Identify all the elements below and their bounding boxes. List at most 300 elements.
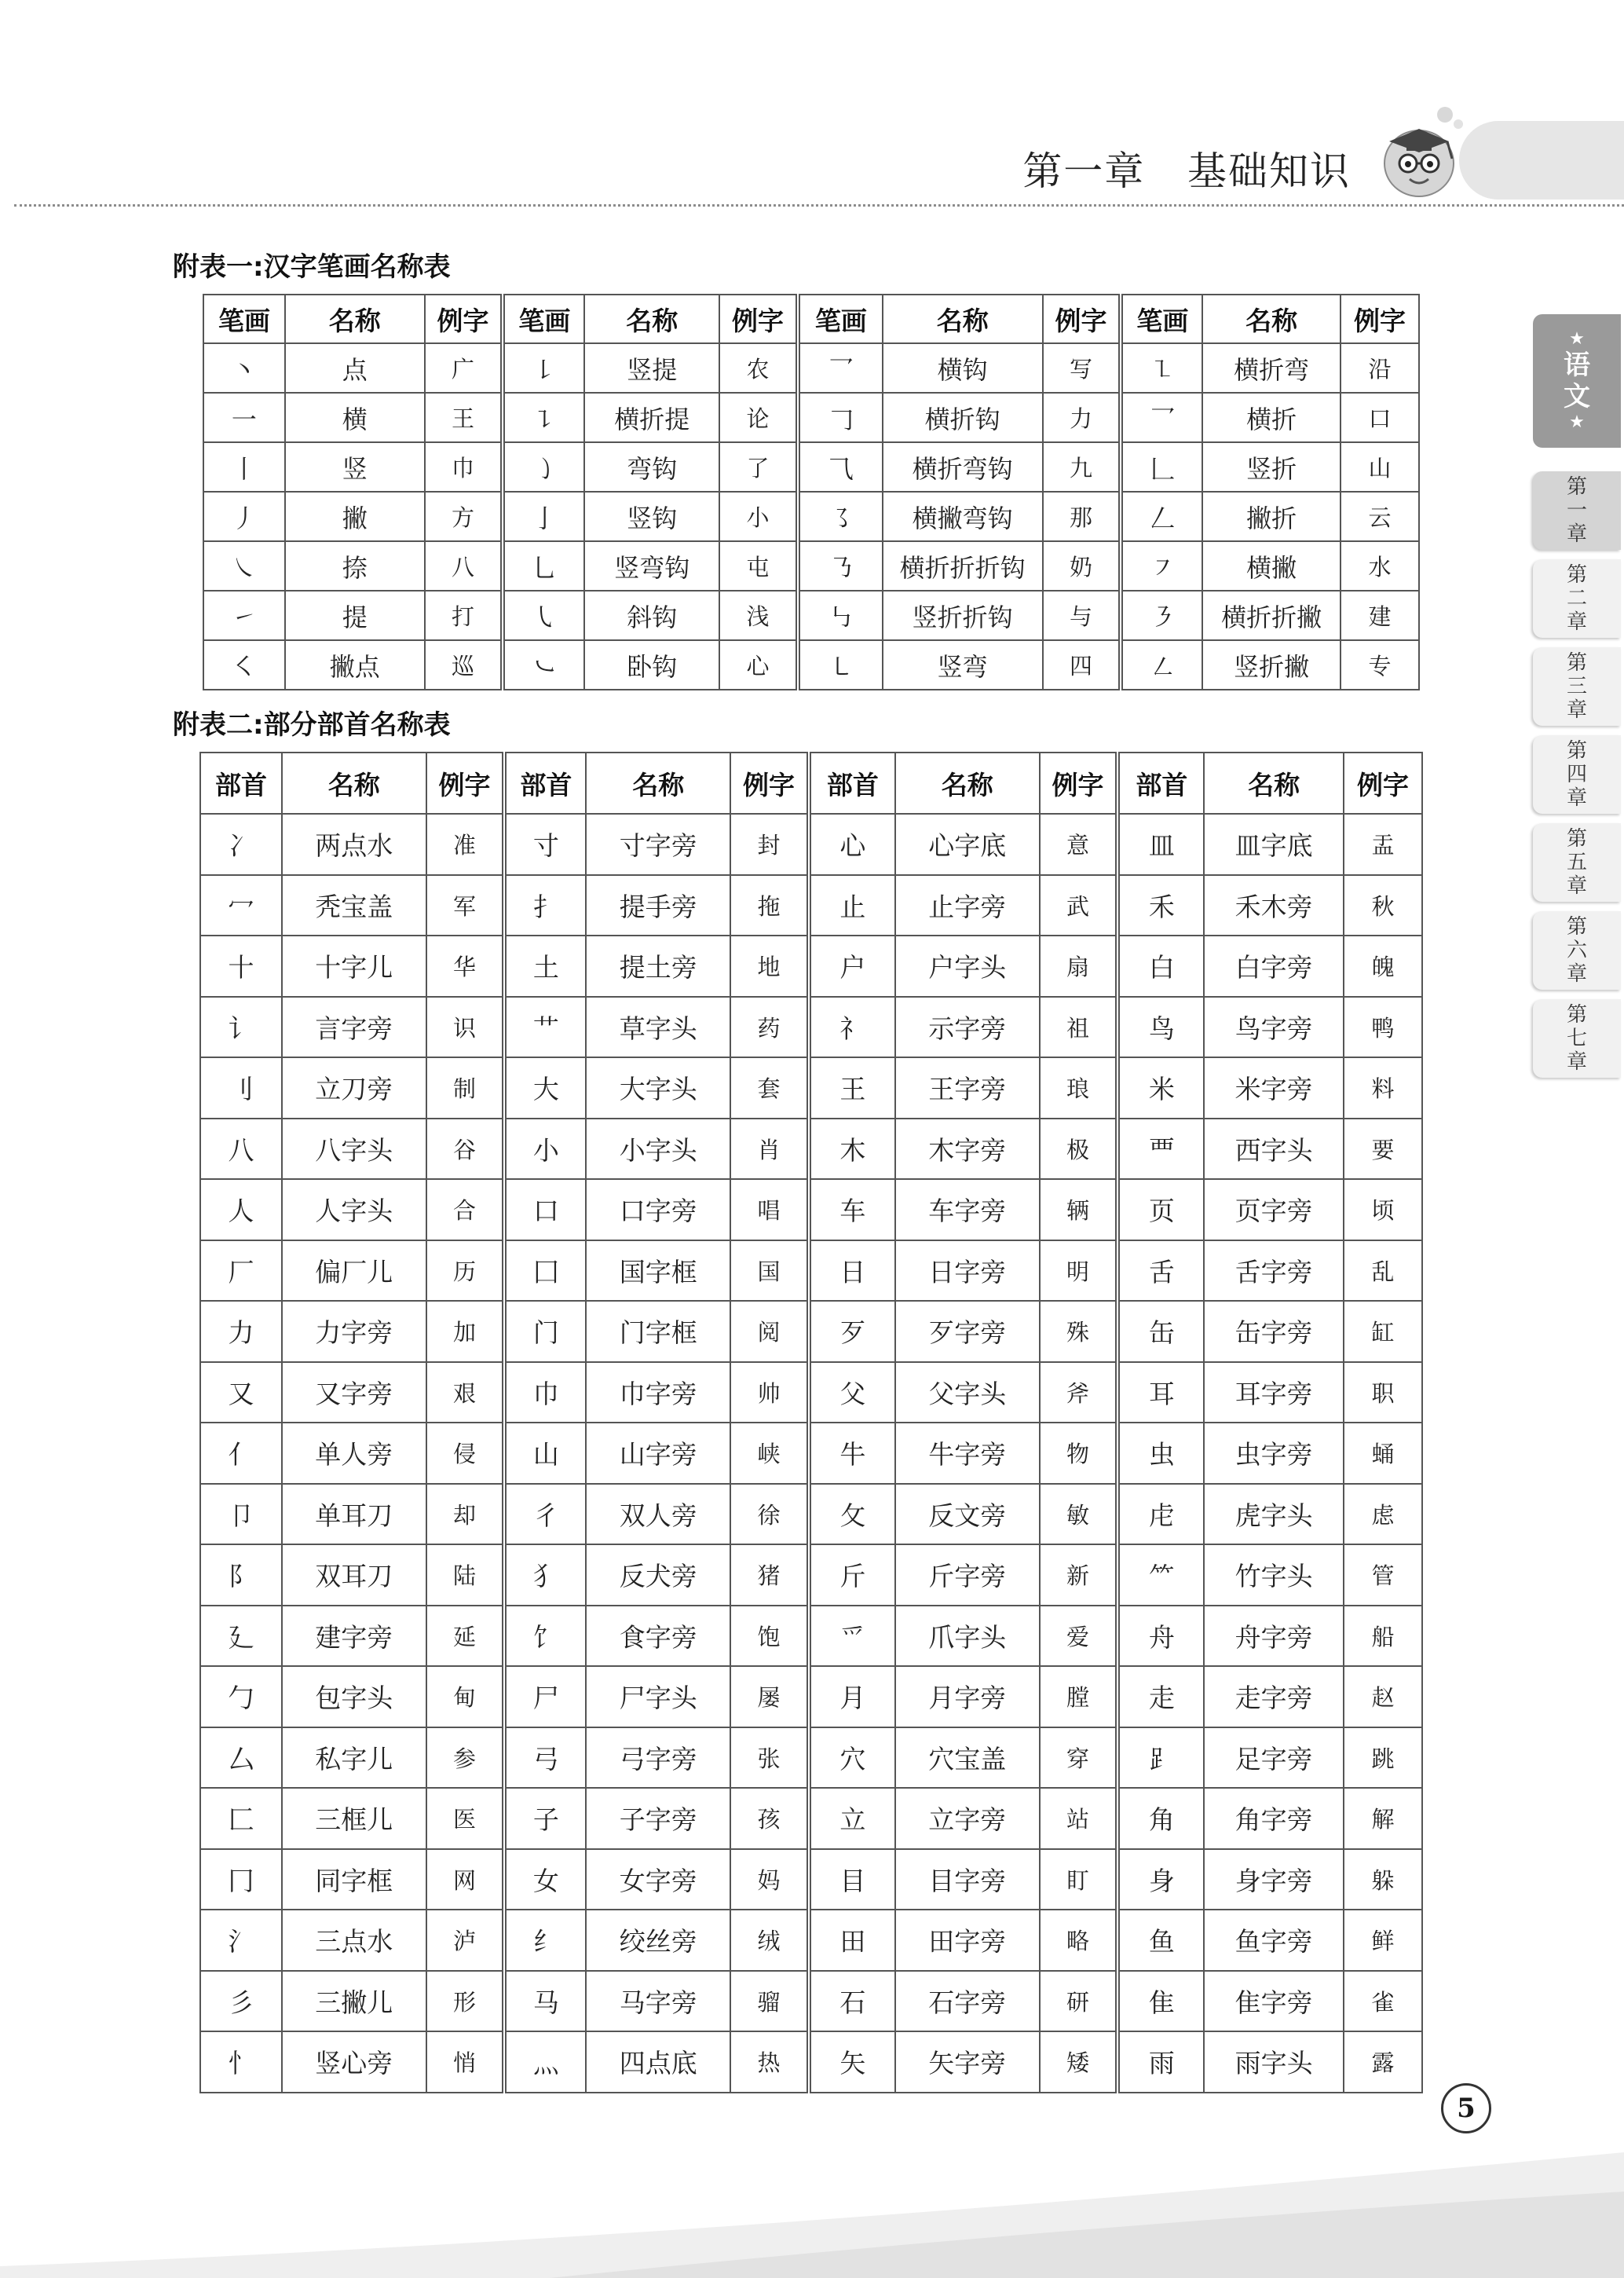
symbol-cell: 鸟 xyxy=(1117,997,1204,1058)
example-cell: 巾 xyxy=(425,442,503,492)
column-header: 例字 xyxy=(719,295,798,343)
symbol-cell: 𠃋 xyxy=(1121,492,1202,541)
symbol-cell: ⺮ xyxy=(1117,1544,1204,1606)
example-cell: 站 xyxy=(1040,1788,1118,1849)
name-cell: 止字旁 xyxy=(895,875,1040,936)
symbol-cell: 缶 xyxy=(1117,1301,1204,1362)
name-cell: 单人旁 xyxy=(282,1423,426,1484)
example-cell: 意 xyxy=(1040,814,1118,875)
star-icon: ★ xyxy=(1569,412,1585,432)
example-cell: 新 xyxy=(1040,1544,1118,1606)
name-cell: 横钩 xyxy=(883,343,1043,393)
example-cell: 猪 xyxy=(730,1544,809,1606)
name-cell: 力字旁 xyxy=(282,1301,426,1362)
name-cell: 走字旁 xyxy=(1204,1666,1344,1727)
example-cell: 口 xyxy=(1341,393,1419,442)
name-cell: 撇 xyxy=(285,492,425,541)
symbol-cell: 丨 xyxy=(203,442,285,492)
name-cell: 雨字头 xyxy=(1204,2031,1344,2093)
example-cell: 农 xyxy=(719,343,798,393)
symbol-cell: 囗 xyxy=(504,1240,586,1302)
table1-title: 附表一:汉字笔画名称表 xyxy=(173,251,451,283)
table-row xyxy=(200,1057,1422,1119)
example-cell: 华 xyxy=(426,936,505,997)
name-cell: 山字旁 xyxy=(586,1423,730,1484)
name-cell: 两点水 xyxy=(282,814,426,875)
radical-name-table xyxy=(199,752,1423,2093)
name-cell: 横折钩 xyxy=(883,393,1043,442)
name-cell: 马字旁 xyxy=(586,1971,730,2032)
example-cell: 八 xyxy=(425,541,503,591)
name-cell: 虫字旁 xyxy=(1204,1423,1344,1484)
name-cell: 双耳刀 xyxy=(282,1544,426,1606)
name-cell: 隹字旁 xyxy=(1204,1971,1344,2032)
table-row xyxy=(200,1910,1422,1971)
example-cell: 山 xyxy=(1341,442,1419,492)
name-cell: 十字儿 xyxy=(282,936,426,997)
column-header: 名称 xyxy=(584,295,719,343)
symbol-cell: 止 xyxy=(809,875,895,936)
name-cell: 提土旁 xyxy=(586,936,730,997)
symbol-cell: 寸 xyxy=(504,814,586,875)
example-cell: 侵 xyxy=(426,1423,505,1484)
table-row xyxy=(203,640,1419,690)
column-header: 名称 xyxy=(282,753,426,814)
example-cell: 专 xyxy=(1341,640,1419,690)
table-row xyxy=(200,2031,1422,2093)
example-cell: 打 xyxy=(425,591,503,640)
name-cell: 横撇 xyxy=(1202,541,1341,591)
example-cell: 扇 xyxy=(1040,936,1118,997)
example-cell: 建 xyxy=(1341,591,1419,640)
name-cell: 目字旁 xyxy=(895,1849,1040,1910)
name-cell: 爪字头 xyxy=(895,1606,1040,1667)
example-cell: 盯 xyxy=(1040,1849,1118,1910)
mascot-icon xyxy=(1370,101,1472,203)
symbol-cell: 巾 xyxy=(504,1362,586,1423)
name-cell: 反文旁 xyxy=(895,1484,1040,1545)
symbol-cell: 白 xyxy=(1117,936,1204,997)
example-cell: 方 xyxy=(425,492,503,541)
example-cell: 蛹 xyxy=(1344,1423,1422,1484)
symbol-cell: 王 xyxy=(809,1057,895,1119)
tab-subject-label: 语文 xyxy=(1564,350,1590,412)
symbol-cell: ㇁ xyxy=(503,442,584,492)
example-cell: 医 xyxy=(426,1788,505,1849)
symbol-cell: 女 xyxy=(504,1849,586,1910)
name-cell: 耳字旁 xyxy=(1204,1362,1344,1423)
symbol-cell: 𠃌 xyxy=(798,393,883,442)
symbol-cell: 土 xyxy=(504,936,586,997)
name-cell: 王字旁 xyxy=(895,1057,1040,1119)
column-header: 名称 xyxy=(586,753,730,814)
name-cell: 巾字旁 xyxy=(586,1362,730,1423)
symbol-cell: 立 xyxy=(809,1788,895,1849)
name-cell: 提手旁 xyxy=(586,875,730,936)
example-cell: 拖 xyxy=(730,875,809,936)
symbol-cell: 𠃊 xyxy=(1121,442,1202,492)
symbol-cell: 牛 xyxy=(809,1423,895,1484)
name-cell: 大字头 xyxy=(586,1057,730,1119)
star-icon: ★ xyxy=(1569,329,1585,349)
example-cell: 跳 xyxy=(1344,1727,1422,1789)
name-cell: 横折提 xyxy=(584,393,719,442)
column-header: 例字 xyxy=(1040,753,1118,814)
example-cell: 张 xyxy=(730,1727,809,1789)
example-cell: 加 xyxy=(426,1301,505,1362)
name-cell: 寸字旁 xyxy=(586,814,730,875)
symbol-cell: ㇇ xyxy=(1121,541,1202,591)
name-cell: 弯钩 xyxy=(584,442,719,492)
name-cell: 缶字旁 xyxy=(1204,1301,1344,1362)
example-cell: 九 xyxy=(1043,442,1121,492)
column-header: 名称 xyxy=(895,753,1040,814)
symbol-cell: 乚 xyxy=(503,541,584,591)
symbol-cell: 匚 xyxy=(200,1788,282,1849)
symbol-cell: 弓 xyxy=(504,1727,586,1789)
name-cell: 禾木旁 xyxy=(1204,875,1344,936)
example-cell: 力 xyxy=(1043,393,1121,442)
example-cell: 武 xyxy=(1040,875,1118,936)
example-cell: 绒 xyxy=(730,1910,809,1971)
example-cell: 露 xyxy=(1344,2031,1422,2093)
example-cell: 四 xyxy=(1043,640,1121,690)
symbol-cell: 鱼 xyxy=(1117,1910,1204,1971)
symbol-cell: 角 xyxy=(1117,1788,1204,1849)
tab-label: 第一章 xyxy=(1566,475,1587,546)
table-row xyxy=(200,1971,1422,2032)
tab-subject[interactable] xyxy=(1533,314,1621,448)
example-cell: 合 xyxy=(426,1179,505,1240)
name-cell: 竹字头 xyxy=(1204,1544,1344,1606)
symbol-cell: 饣 xyxy=(504,1606,586,1667)
name-cell: 心字底 xyxy=(895,814,1040,875)
name-cell: 车字旁 xyxy=(895,1179,1040,1240)
name-cell: 立刀旁 xyxy=(282,1057,426,1119)
name-cell: 国字框 xyxy=(586,1240,730,1302)
chapter-label: 第一章 xyxy=(1022,148,1146,194)
example-cell: 虑 xyxy=(1344,1484,1422,1545)
example-cell: 参 xyxy=(426,1727,505,1789)
tab-chapter-5[interactable] xyxy=(1533,823,1621,902)
name-cell: 建字旁 xyxy=(282,1606,426,1667)
symbol-cell: 廴 xyxy=(200,1606,282,1667)
symbol-cell: ㇀ xyxy=(203,591,285,640)
chapter-tabs xyxy=(1533,314,1624,1087)
symbol-cell: 虫 xyxy=(1117,1423,1204,1484)
example-cell: 盂 xyxy=(1344,814,1422,875)
name-cell: 斤字旁 xyxy=(895,1544,1040,1606)
name-cell: 子字旁 xyxy=(586,1788,730,1849)
symbol-cell: 厂 xyxy=(200,1240,282,1302)
symbol-cell: 口 xyxy=(504,1179,586,1240)
name-cell: 竖折 xyxy=(1202,442,1341,492)
symbol-cell: 丿 xyxy=(203,492,285,541)
symbol-cell: 丶 xyxy=(203,343,285,393)
name-cell: 横折折撇 xyxy=(1202,591,1341,640)
table-row xyxy=(200,1666,1422,1727)
name-cell: 斜钩 xyxy=(584,591,719,640)
column-header: 笔画 xyxy=(503,295,584,343)
symbol-cell: ㇃ xyxy=(503,640,584,690)
example-cell: 解 xyxy=(1344,1788,1422,1849)
name-cell: 身字旁 xyxy=(1204,1849,1344,1910)
example-cell: 那 xyxy=(1043,492,1121,541)
symbol-cell: 身 xyxy=(1117,1849,1204,1910)
name-cell: 横折弯钩 xyxy=(883,442,1043,492)
name-cell: 女字旁 xyxy=(586,1849,730,1910)
symbol-cell: 虍 xyxy=(1117,1484,1204,1545)
tab-chapter-4[interactable] xyxy=(1533,735,1621,814)
symbol-cell: 田 xyxy=(809,1910,895,1971)
example-cell: 药 xyxy=(730,997,809,1058)
example-cell: 膛 xyxy=(1040,1666,1118,1727)
column-header: 名称 xyxy=(285,295,425,343)
example-cell: 研 xyxy=(1040,1971,1118,2032)
symbol-cell: ㇉ xyxy=(798,591,883,640)
symbol-cell: 石 xyxy=(809,1971,895,2032)
table-row xyxy=(200,1849,1422,1910)
table-row xyxy=(200,1606,1422,1667)
example-cell: 写 xyxy=(1043,343,1121,393)
example-cell: 却 xyxy=(426,1484,505,1545)
example-cell: 顷 xyxy=(1344,1179,1422,1240)
column-header: 笔画 xyxy=(1121,295,1202,343)
tab-label: 第二章 xyxy=(1566,563,1587,634)
example-cell: 物 xyxy=(1040,1423,1118,1484)
symbol-cell: 力 xyxy=(200,1301,282,1362)
example-cell: 泸 xyxy=(426,1910,505,1971)
example-cell: 巡 xyxy=(425,640,503,690)
column-header: 例字 xyxy=(425,295,503,343)
symbol-cell: 月 xyxy=(809,1666,895,1727)
example-cell: 广 xyxy=(425,343,503,393)
table-row xyxy=(200,1788,1422,1849)
table-row xyxy=(200,875,1422,936)
tab-label: 第五章 xyxy=(1566,827,1587,898)
symbol-cell: 讠 xyxy=(200,997,282,1058)
name-cell: 横折折折钩 xyxy=(883,541,1043,591)
name-cell: 捺 xyxy=(285,541,425,591)
table-row xyxy=(200,1301,1422,1362)
symbol-cell: 目 xyxy=(809,1849,895,1910)
symbol-cell: 扌 xyxy=(504,875,586,936)
name-cell: 西字头 xyxy=(1204,1119,1344,1180)
symbol-cell: 户 xyxy=(809,936,895,997)
tab-label: 第七章 xyxy=(1566,1003,1587,1074)
symbol-cell: 木 xyxy=(809,1119,895,1180)
name-cell: 偏厂儿 xyxy=(282,1240,426,1302)
symbol-cell: 犭 xyxy=(504,1544,586,1606)
example-cell: 识 xyxy=(426,997,505,1058)
example-cell: 赵 xyxy=(1344,1666,1422,1727)
example-cell: 峡 xyxy=(730,1423,809,1484)
symbol-cell: ㇌ xyxy=(798,492,883,541)
table-row xyxy=(203,591,1419,640)
example-cell: 网 xyxy=(426,1849,505,1910)
symbol-cell: 亅 xyxy=(503,492,584,541)
example-cell: 屡 xyxy=(730,1666,809,1727)
example-cell: 辆 xyxy=(1040,1179,1118,1240)
table-row xyxy=(200,936,1422,997)
example-cell: 乱 xyxy=(1344,1240,1422,1302)
tab-chapter-2[interactable] xyxy=(1533,559,1621,638)
symbol-cell: 山 xyxy=(504,1423,586,1484)
name-cell: 石字旁 xyxy=(895,1971,1040,2032)
column-header: 例字 xyxy=(1344,753,1422,814)
table-row xyxy=(200,1240,1422,1302)
name-cell: 门字框 xyxy=(586,1301,730,1362)
page-number: 5 xyxy=(1441,2083,1491,2133)
symbol-cell: 厶 xyxy=(200,1727,282,1789)
symbol-cell: 人 xyxy=(200,1179,282,1240)
example-cell: 矮 xyxy=(1040,2031,1118,2093)
example-cell: 料 xyxy=(1344,1057,1422,1119)
name-cell: 穴宝盖 xyxy=(895,1727,1040,1789)
table-row xyxy=(203,442,1419,492)
example-cell: 水 xyxy=(1341,541,1419,591)
example-cell: 了 xyxy=(719,442,798,492)
symbol-cell: 斤 xyxy=(809,1544,895,1606)
symbol-cell: 冂 xyxy=(200,1849,282,1910)
name-cell: 鸟字旁 xyxy=(1204,997,1344,1058)
symbol-cell: 走 xyxy=(1117,1666,1204,1727)
symbol-cell: 氵 xyxy=(200,1910,282,1971)
column-header: 名称 xyxy=(1204,753,1344,814)
chapter-title xyxy=(1022,140,1351,196)
name-cell: 撇点 xyxy=(285,640,425,690)
column-header: 部首 xyxy=(1117,753,1204,814)
name-cell: 横折弯 xyxy=(1202,343,1341,393)
name-cell: 反犬旁 xyxy=(586,1544,730,1606)
symbol-cell: 十 xyxy=(200,936,282,997)
name-cell: 秃宝盖 xyxy=(282,875,426,936)
symbol-cell: 攵 xyxy=(809,1484,895,1545)
example-cell: 奶 xyxy=(1043,541,1121,591)
example-cell: 穿 xyxy=(1040,1727,1118,1789)
column-header: 部首 xyxy=(504,753,586,814)
example-cell: 妈 xyxy=(730,1849,809,1910)
name-cell: 三撇儿 xyxy=(282,1971,426,2032)
symbol-cell: ㇜ xyxy=(1121,640,1202,690)
example-cell: 帅 xyxy=(730,1362,809,1423)
symbol-cell: ㇛ xyxy=(203,640,285,690)
chapter-name: 基础知识 xyxy=(1187,148,1351,194)
example-cell: 船 xyxy=(1344,1606,1422,1667)
example-cell: 形 xyxy=(426,1971,505,2032)
name-cell: 日字旁 xyxy=(895,1240,1040,1302)
name-cell: 虎字头 xyxy=(1204,1484,1344,1545)
example-cell: 浅 xyxy=(719,591,798,640)
symbol-cell: 卩 xyxy=(200,1484,282,1545)
example-cell: 历 xyxy=(426,1240,505,1302)
symbol-cell: 尸 xyxy=(504,1666,586,1727)
name-cell: 点 xyxy=(285,343,425,393)
table-row xyxy=(203,393,1419,442)
name-cell: 户字头 xyxy=(895,936,1040,997)
name-cell: 横 xyxy=(285,393,425,442)
example-cell: 徐 xyxy=(730,1484,809,1545)
name-cell: 月字旁 xyxy=(895,1666,1040,1727)
symbol-cell: 阝 xyxy=(200,1544,282,1606)
name-cell: 示字旁 xyxy=(895,997,1040,1058)
name-cell: 矢字旁 xyxy=(895,2031,1040,2093)
name-cell: 弓字旁 xyxy=(586,1727,730,1789)
symbol-cell: ㇂ xyxy=(503,591,584,640)
name-cell: 鱼字旁 xyxy=(1204,1910,1344,1971)
name-cell: 口字旁 xyxy=(586,1179,730,1240)
name-cell: 竖折折钩 xyxy=(883,591,1043,640)
example-cell: 延 xyxy=(426,1606,505,1667)
name-cell: 立字旁 xyxy=(895,1788,1040,1849)
symbol-cell: ㇡ xyxy=(798,541,883,591)
example-cell: 封 xyxy=(730,814,809,875)
symbol-cell: 舌 xyxy=(1117,1240,1204,1302)
tab-chapter-7[interactable] xyxy=(1533,999,1621,1078)
column-header: 笔画 xyxy=(203,295,285,343)
tab-label: 第六章 xyxy=(1566,915,1587,986)
symbol-cell: 忄 xyxy=(200,2031,282,2093)
column-header: 笔画 xyxy=(798,295,883,343)
symbol-cell: 门 xyxy=(504,1301,586,1362)
symbol-cell: 八 xyxy=(200,1119,282,1180)
example-cell: 甸 xyxy=(426,1666,505,1727)
symbol-cell: 米 xyxy=(1117,1057,1204,1119)
example-cell: 管 xyxy=(1344,1544,1422,1606)
example-cell: 敏 xyxy=(1040,1484,1118,1545)
example-cell: 屯 xyxy=(719,541,798,591)
name-cell: 竖 xyxy=(285,442,425,492)
name-cell: 竖钩 xyxy=(584,492,719,541)
name-cell: 白字旁 xyxy=(1204,936,1344,997)
tab-chapter-6[interactable] xyxy=(1533,911,1621,990)
symbol-cell: ⺄ xyxy=(798,442,883,492)
tab-chapter-3[interactable] xyxy=(1533,647,1621,726)
tab-chapter-1[interactable] xyxy=(1533,471,1621,550)
name-cell: 私字儿 xyxy=(282,1727,426,1789)
table-row xyxy=(200,1544,1422,1606)
symbol-cell: 大 xyxy=(504,1057,586,1119)
name-cell: 绞丝旁 xyxy=(586,1910,730,1971)
header-divider xyxy=(14,204,1624,207)
symbol-cell: 艹 xyxy=(504,997,586,1058)
table-row xyxy=(203,492,1419,541)
example-cell: 与 xyxy=(1043,591,1121,640)
example-cell: 肖 xyxy=(730,1119,809,1180)
symbol-cell: 乛 xyxy=(1121,393,1202,442)
symbol-cell: 父 xyxy=(809,1362,895,1423)
symbol-cell: 耳 xyxy=(1117,1362,1204,1423)
example-cell: 明 xyxy=(1040,1240,1118,1302)
example-cell: 军 xyxy=(426,875,505,936)
table-row xyxy=(200,997,1422,1058)
name-cell: 舟字旁 xyxy=(1204,1606,1344,1667)
table-row xyxy=(200,1484,1422,1545)
name-cell: 单耳刀 xyxy=(282,1484,426,1545)
header-bar xyxy=(1459,121,1624,200)
name-cell: 又字旁 xyxy=(282,1362,426,1423)
column-header: 名称 xyxy=(1202,295,1341,343)
name-cell: 米字旁 xyxy=(1204,1057,1344,1119)
name-cell: 提 xyxy=(285,591,425,640)
symbol-cell: 冫 xyxy=(200,814,282,875)
tab-label: 第四章 xyxy=(1566,739,1587,810)
example-cell: 躲 xyxy=(1344,1849,1422,1910)
symbol-cell: 灬 xyxy=(504,2031,586,2093)
symbol-cell: 矢 xyxy=(809,2031,895,2093)
table-row xyxy=(203,541,1419,591)
symbol-cell: 又 xyxy=(200,1362,282,1423)
